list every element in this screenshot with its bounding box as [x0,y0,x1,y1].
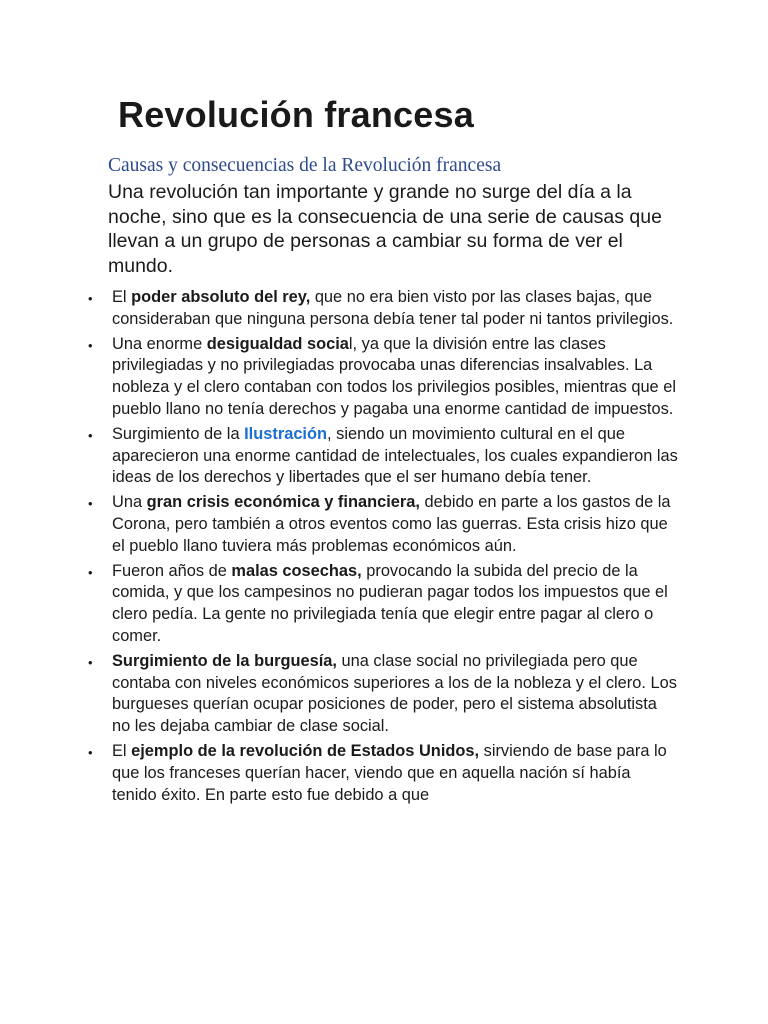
item-text: El [112,288,132,306]
list-item [88,492,678,557]
item-text: Una enorme [112,334,207,353]
item-text: Surgimiento de la [112,424,245,443]
item-text: El [112,741,132,760]
item-text: que no era bien visto por las clases bajas, que consideraban que ninguna persona debía tener tal poder ni tantos privilegios. [112,288,674,328]
item-bold-text: gran crisis económica y financiera, [146,493,420,512]
list-item [88,287,678,331]
page-title: Revolución francesa [118,94,474,135]
item-text: Una [112,493,147,512]
item-text: una clase social no privilegiada pero que contaba con niveles económicos superiores a los de la nobleza y el clero. Los burgueses querían ocupar posiciones de poder, pero el sistema absolutista no les dejaba cambiar de clase social. [112,651,677,736]
item-bold-text: malas cosechas, [231,561,362,580]
item-bold-text: poder absoluto del rey, [131,288,311,306]
item-text: Fueron años de [112,561,232,580]
item-text: sirviendo de base para lo que los franceses querían hacer, viendo que en aquella nación sí había tenido éxito. En parte esto fue debido a que [112,741,667,804]
item-text: provocando la subida del precio de la comida, y que los campesinos no pudieran pagar todos los impuestos que el clero pedía. La gente no privilegiada tenía que elegir entre pagar al clero o comer. [112,561,668,645]
intro-paragraph: Una revolución tan importante y grande no surge del día a la noche, sino que es la consecuencia de una serie de causas que llevan a un grupo de personas a cambiar su forma de ver el mundo. [108,181,662,277]
list-item [88,334,678,421]
item-text: debido en parte a los gastos de la Corona, pero también a otros eventos como las guerras. Esta crisis hizo que el pueblo llano tuviera más problemas económicos aún. [112,493,671,555]
item-text: , siendo un movimiento cultural en el que aparecieron una enorme cantidad de intelectuales, los cuales expandieron las ideas de los derechos y libertades que el ser humano debía tener. [112,424,678,487]
item-text: l, ya que la división entre las clases privilegiadas y no privilegiadas provocaba unas diferencias insalvables. La nobleza y el clero contaban con todos los privilegios posibles, mientras que el pueblo llano no tenía derechos y pagaba una enorme cantidad de impuestos. [112,334,676,418]
list-item [88,741,678,806]
causes-list [88,287,678,809]
list-item [88,424,678,489]
ilustracion-link[interactable]: Ilustración [244,424,328,443]
page-subtitle: Causas y consecuencias de la Revolución francesa [108,155,502,176]
item-bold-text: Surgimiento de la burguesía, [112,651,337,670]
list-item [88,561,678,648]
item-bold-text: desigualdad socia [206,334,349,353]
list-item [88,651,678,738]
item-bold-text: ejemplo de la revolución de Estados Unidos, [131,741,480,760]
